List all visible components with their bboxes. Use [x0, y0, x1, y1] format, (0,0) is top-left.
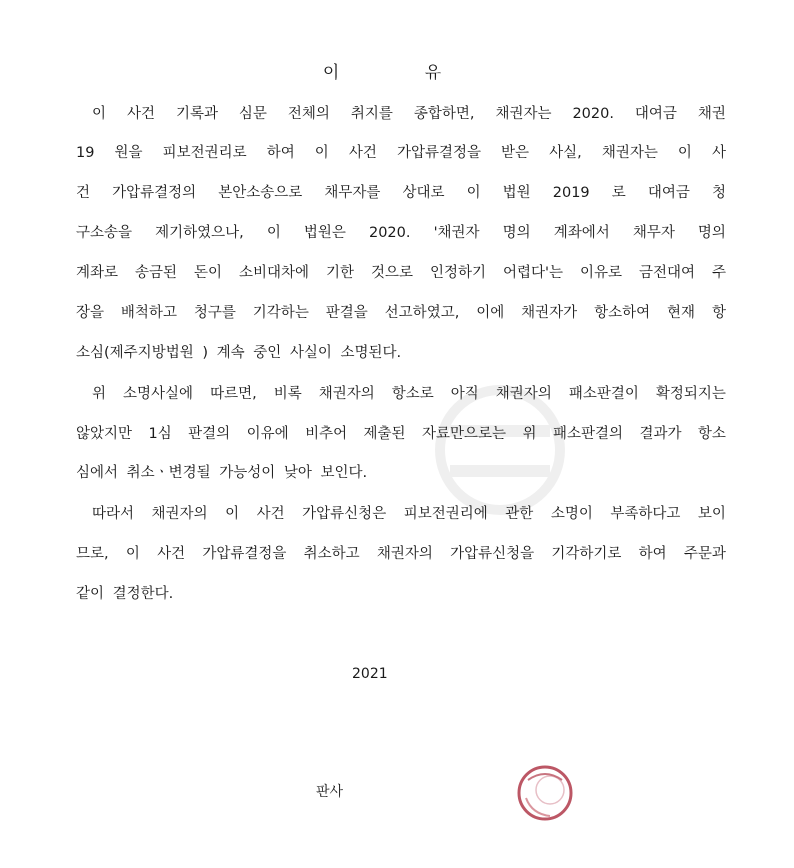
judge-label: 판사: [316, 784, 344, 800]
text-line: 므로, 이 사건 가압류결정을 취소하고 채권자의 가압류신청을 기각하기로 하여 주문과: [76, 546, 726, 562]
text-line: 장을 배척하고 청구를 기각하는 판결을 선고하였고, 이에 채권자가 항소하여 현재 항: [76, 305, 726, 321]
text-line: 않았지만 1심 판결의 이유에 비추어 제출된 자료만으로는 위 패소판결의 결과가 항소: [76, 426, 726, 442]
text-line: 따라서 채권자의 이 사건 가압류신청은 피보전권리에 관한 소명이 부족하다고 보이: [92, 506, 726, 522]
text-line: 구소송을 제기하였으나, 이 법원은 2020. '채권자 명의 계좌에서 채무자 명의: [76, 225, 726, 241]
seal-stamp-icon: [510, 758, 580, 828]
text-line: 건 가압류결정의 본안소송으로 채무자를 상대로 이 법원 2019 로 대여금 청: [76, 185, 726, 201]
text-line: 이 사건 기록과 심문 전체의 취지를 종합하면, 채권자는 2020. 대여금 채권: [92, 106, 726, 122]
text-line: 19 원을 피보전권리로 하여 이 사건 가압류결정을 받은 사실, 채권자는 이 사: [76, 145, 726, 161]
text-line: 심에서 취소ㆍ변경될 가능성이 낮아 보인다.: [76, 465, 368, 481]
document-title: 이 유: [322, 63, 482, 83]
decision-date: 2021: [352, 666, 388, 682]
text-line: 소심(제주지방법원 ) 계속 중인 사실이 소명된다.: [76, 345, 402, 361]
text-line: 같이 결정한다.: [76, 586, 174, 602]
text-line: 계좌로 송금된 돈이 소비대차에 기한 것으로 인정하기 어렵다'는 이유로 금전대여 주: [76, 265, 726, 281]
text-line: 위 소명사실에 따르면, 비록 채권자의 항소로 아직 채권자의 패소판결이 확정되지는: [92, 386, 726, 402]
